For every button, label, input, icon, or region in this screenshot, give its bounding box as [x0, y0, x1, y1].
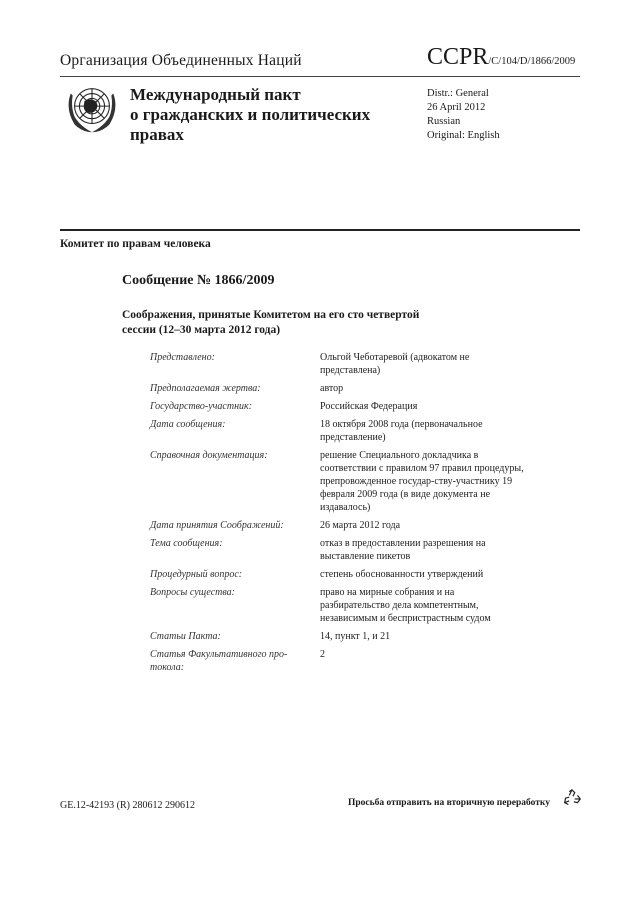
- detail-row: [150, 351, 530, 377]
- distribution: Distr.: General: [427, 88, 489, 99]
- detail-value: 18 октября 2008 года (первоначальное представление): [320, 419, 483, 443]
- detail-value: 26 марта 2012 года: [320, 520, 401, 531]
- section-rule: [60, 229, 580, 231]
- detail-row: [150, 537, 530, 563]
- detail-row: [150, 400, 530, 413]
- title-line: о гражданских и политических: [130, 105, 371, 124]
- recycle-icon: [561, 788, 583, 810]
- language: Russian: [427, 116, 461, 127]
- issue-date: 26 April 2012: [427, 102, 486, 113]
- views-line: сессии (12–30 марта 2012 года): [122, 324, 281, 336]
- detail-label: Представлено:: [150, 352, 215, 363]
- detail-label: Предполагаемая жертва:: [150, 383, 261, 394]
- detail-label: Государство-участник:: [150, 401, 253, 412]
- recycle-note: Просьба отправить на вторичную переработку: [348, 798, 550, 808]
- detail-label: Дата сообщения:: [150, 419, 226, 430]
- detail-label: Процедурный вопрос:: [150, 569, 243, 580]
- detail-label: Статья Факультативного про-токола:: [150, 649, 288, 673]
- symbol-suffix: /C/104/D/1866/2009: [488, 56, 576, 67]
- communication-number: Сообщение № 1866/2009: [122, 273, 275, 288]
- detail-value: степень обоснованности утверждений: [320, 569, 484, 580]
- views-line: Соображения, принятые Комитетом на его сто четвертой: [122, 309, 420, 321]
- detail-row: [150, 630, 530, 643]
- title-line: правах: [130, 125, 184, 144]
- detail-row: [150, 648, 530, 674]
- title-line: Международный пакт: [130, 85, 301, 104]
- committee-name: Комитет по правам человека: [60, 238, 211, 250]
- distribution-meta: [427, 87, 500, 143]
- symbol-prefix: CCPR: [427, 44, 489, 70]
- detail-value: решение Специального докладчика в соответствии с правилом 97 правил процедуры, препровожденное государ-ству-участнику 19 февраля 2009 года (в виде документа не издавалось): [320, 450, 524, 513]
- detail-value: автор: [320, 383, 344, 394]
- detail-row: [150, 568, 530, 581]
- detail-row: [150, 418, 530, 444]
- job-number: GE.12-42193 (R) 280612 290612: [60, 800, 195, 811]
- un-emblem-icon: [63, 80, 121, 138]
- detail-row: [150, 449, 530, 514]
- document-symbol: [427, 44, 575, 71]
- document-title: [130, 85, 370, 145]
- detail-label: Тема сообщения:: [150, 538, 223, 549]
- views-heading: [122, 308, 502, 338]
- detail-label: Статьи Пакта:: [150, 631, 221, 642]
- detail-label: Справочная документация:: [150, 450, 268, 461]
- detail-value: 2: [320, 649, 325, 660]
- detail-value: 14, пункт 1, и 21: [320, 631, 391, 642]
- detail-value: отказ в предоставлении разрешения на выставление пикетов: [320, 538, 486, 562]
- organization-name: Организация Объединенных Наций: [60, 52, 302, 69]
- detail-label: Дата принятия Соображений:: [150, 520, 284, 531]
- case-details: [150, 351, 530, 679]
- detail-row: [150, 586, 530, 625]
- detail-label: Вопросы существа:: [150, 587, 235, 598]
- detail-value: Ольгой Чеботаревой (адвокатом не представлена): [320, 352, 470, 376]
- original-language: Original: English: [427, 130, 500, 141]
- detail-row: [150, 382, 530, 395]
- detail-row: [150, 519, 530, 532]
- detail-value: Российская Федерация: [320, 401, 418, 412]
- detail-value: право на мирные собрания и на разбирательство дела компетентным, независимым и беспристрастным судом: [320, 587, 491, 624]
- header-rule: [60, 76, 580, 77]
